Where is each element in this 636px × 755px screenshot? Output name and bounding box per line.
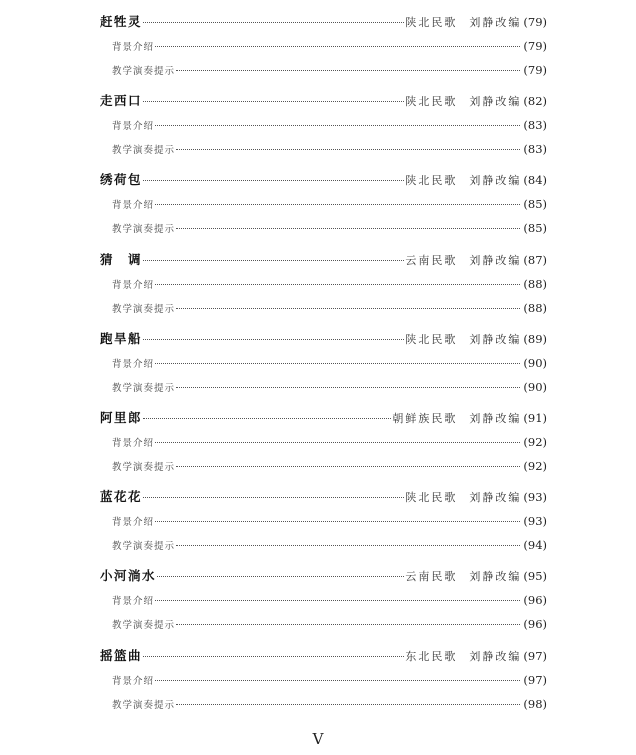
page-number: (98): [523, 696, 547, 711]
dot-leader: [155, 125, 520, 126]
dot-leader: [155, 680, 520, 681]
sub-label: 背景介绍: [112, 675, 155, 687]
sub-label: 教学演奏提示: [112, 620, 176, 632]
song-editor: 刘静改编: [469, 491, 522, 505]
dot-leader: [155, 600, 520, 601]
dot-leader: [143, 497, 404, 498]
toc-sub-row[interactable]: [100, 668, 547, 692]
toc-sub-row[interactable]: [100, 58, 547, 82]
toc-sub-row[interactable]: [100, 612, 547, 636]
toc-entry-title-row[interactable]: [100, 406, 547, 430]
dot-leader: [176, 149, 520, 150]
song-source: 陕北民歌: [405, 174, 458, 188]
sub-label: 教学演奏提示: [112, 699, 176, 711]
toc-sub-row[interactable]: [100, 588, 547, 612]
dot-leader: [155, 204, 520, 205]
page-number: (92): [523, 458, 547, 473]
toc-entry: [100, 564, 547, 636]
page-number: (83): [523, 142, 547, 157]
page-number: (94): [523, 538, 547, 553]
page-number: (87): [523, 252, 547, 267]
page-folio: V: [312, 730, 324, 748]
toc-sub-row[interactable]: [100, 113, 547, 137]
sub-label: 教学演奏提示: [112, 541, 176, 553]
toc-entry-title-row[interactable]: [100, 10, 547, 34]
toc-sub-row[interactable]: [100, 34, 547, 58]
dot-leader: [143, 339, 404, 340]
song-editor: 刘静改编: [469, 16, 522, 29]
toc-sub-row[interactable]: [100, 192, 547, 216]
song-title: 小河淌水: [100, 568, 157, 584]
song-source: 东北民歌: [405, 649, 458, 663]
page-number: (95): [523, 569, 547, 584]
toc-sub-row[interactable]: [100, 351, 547, 375]
toc-sub-row[interactable]: [100, 216, 547, 240]
toc-entry-title-row[interactable]: [100, 168, 547, 192]
song-title: 绣荷包: [100, 172, 143, 188]
sub-label: 背景介绍: [112, 121, 155, 133]
dot-leader: [143, 180, 404, 181]
song-source: 陕北民歌: [405, 491, 458, 505]
dot-leader: [143, 656, 404, 657]
toc-entry: [100, 644, 547, 716]
page-number: (83): [523, 118, 547, 133]
sub-label: 教学演奏提示: [112, 66, 176, 77]
toc-entry: [100, 168, 547, 240]
toc-entry-title-row[interactable]: [100, 327, 547, 351]
song-source: 陕北民歌: [405, 16, 458, 29]
song-editor: 刘静改编: [469, 411, 522, 425]
page-number: (88): [523, 276, 547, 291]
toc-entry-title-row[interactable]: [100, 564, 547, 588]
sub-label: 背景介绍: [112, 200, 155, 212]
page-number: (79): [523, 39, 547, 53]
toc-sub-row[interactable]: [100, 272, 547, 296]
toc-entry: [100, 327, 547, 399]
page-number: (85): [523, 221, 547, 236]
toc-entry: [100, 406, 547, 478]
toc-sub-row[interactable]: [100, 692, 547, 716]
sub-label: 背景介绍: [112, 437, 155, 449]
sub-label: 背景介绍: [112, 596, 155, 608]
song-source: 陕北民歌: [405, 95, 458, 109]
song-editor: 刘静改编: [469, 95, 522, 109]
page-number: (79): [523, 15, 547, 29]
toc-entry: [100, 485, 547, 557]
page-number: (89): [523, 331, 547, 346]
sub-label: 教学演奏提示: [112, 303, 176, 315]
toc-entry-title-row[interactable]: [100, 248, 547, 272]
song-editor: 刘静改编: [469, 253, 522, 267]
toc-entry-title-row[interactable]: [100, 485, 547, 509]
page-number: (90): [523, 355, 547, 370]
page-number: (97): [523, 672, 547, 687]
page-number: (93): [523, 490, 547, 505]
song-title: 猜 调: [100, 251, 143, 267]
sub-label: 教学演奏提示: [112, 145, 176, 157]
dot-leader: [143, 101, 404, 102]
toc-sub-row[interactable]: [100, 533, 547, 557]
sub-label: 背景介绍: [112, 358, 155, 370]
page-number: (84): [523, 173, 547, 188]
song-title: 走西口: [100, 93, 143, 109]
page-number: (97): [523, 648, 547, 663]
dot-leader: [155, 363, 520, 364]
dot-leader: [176, 387, 520, 388]
toc-entry-title-row[interactable]: [100, 644, 547, 668]
song-source: 云南民歌: [405, 570, 458, 584]
toc-sub-row[interactable]: [100, 375, 547, 399]
page-number: (96): [523, 593, 547, 608]
toc-entry: [100, 248, 547, 320]
toc-entry: [100, 10, 547, 82]
toc-entry: [100, 89, 547, 161]
toc-sub-row[interactable]: [100, 509, 547, 533]
song-source: 云南民歌: [405, 253, 458, 267]
page-number: (92): [523, 434, 547, 449]
dot-leader: [176, 70, 520, 71]
song-source: 陕北民歌: [405, 332, 458, 346]
dot-leader: [155, 284, 520, 285]
sub-label: 背景介绍: [112, 279, 155, 291]
song-title: 摇篮曲: [100, 647, 143, 663]
toc-sub-row[interactable]: [100, 454, 547, 478]
song-editor: 刘静改编: [469, 570, 522, 584]
dot-leader: [176, 545, 520, 546]
dot-leader: [176, 624, 520, 625]
dot-leader: [176, 228, 520, 229]
page-number: (91): [523, 410, 547, 425]
sub-label: 教学演奏提示: [112, 224, 176, 236]
toc-sub-row[interactable]: [100, 137, 547, 161]
page-number: (82): [523, 94, 547, 109]
dot-leader: [157, 576, 404, 577]
dot-leader: [176, 466, 520, 467]
dot-leader: [176, 308, 520, 309]
sub-label: 教学演奏提示: [112, 461, 176, 473]
song-title: 阿里郎: [100, 409, 143, 425]
dot-leader: [155, 521, 520, 522]
dot-leader: [176, 704, 520, 705]
song-title: 蓝花花: [100, 489, 143, 505]
toc-entry-title-row[interactable]: [100, 89, 547, 113]
song-title: 赶牲灵: [100, 14, 143, 29]
sub-label: 背景介绍: [112, 42, 155, 53]
song-source: 朝鲜族民歌: [392, 411, 458, 425]
sub-label: 教学演奏提示: [112, 382, 176, 394]
song-title: 跑旱船: [100, 330, 143, 346]
page-number: (88): [523, 300, 547, 315]
page-number: (79): [523, 63, 547, 77]
page-number: (85): [523, 197, 547, 212]
dot-leader: [143, 22, 404, 23]
page-number: (96): [523, 617, 547, 632]
dot-leader: [143, 418, 391, 419]
dot-leader: [155, 442, 520, 443]
song-editor: 刘静改编: [469, 332, 522, 346]
song-editor: 刘静改编: [469, 174, 522, 188]
table-of-contents: [100, 10, 547, 716]
song-editor: 刘静改编: [469, 649, 522, 663]
page-number: (90): [523, 379, 547, 394]
page-number: (93): [523, 514, 547, 529]
sub-label: 背景介绍: [112, 517, 155, 529]
dot-leader: [143, 260, 404, 261]
dot-leader: [155, 46, 520, 47]
toc-sub-row[interactable]: [100, 296, 547, 320]
toc-sub-row[interactable]: [100, 430, 547, 454]
